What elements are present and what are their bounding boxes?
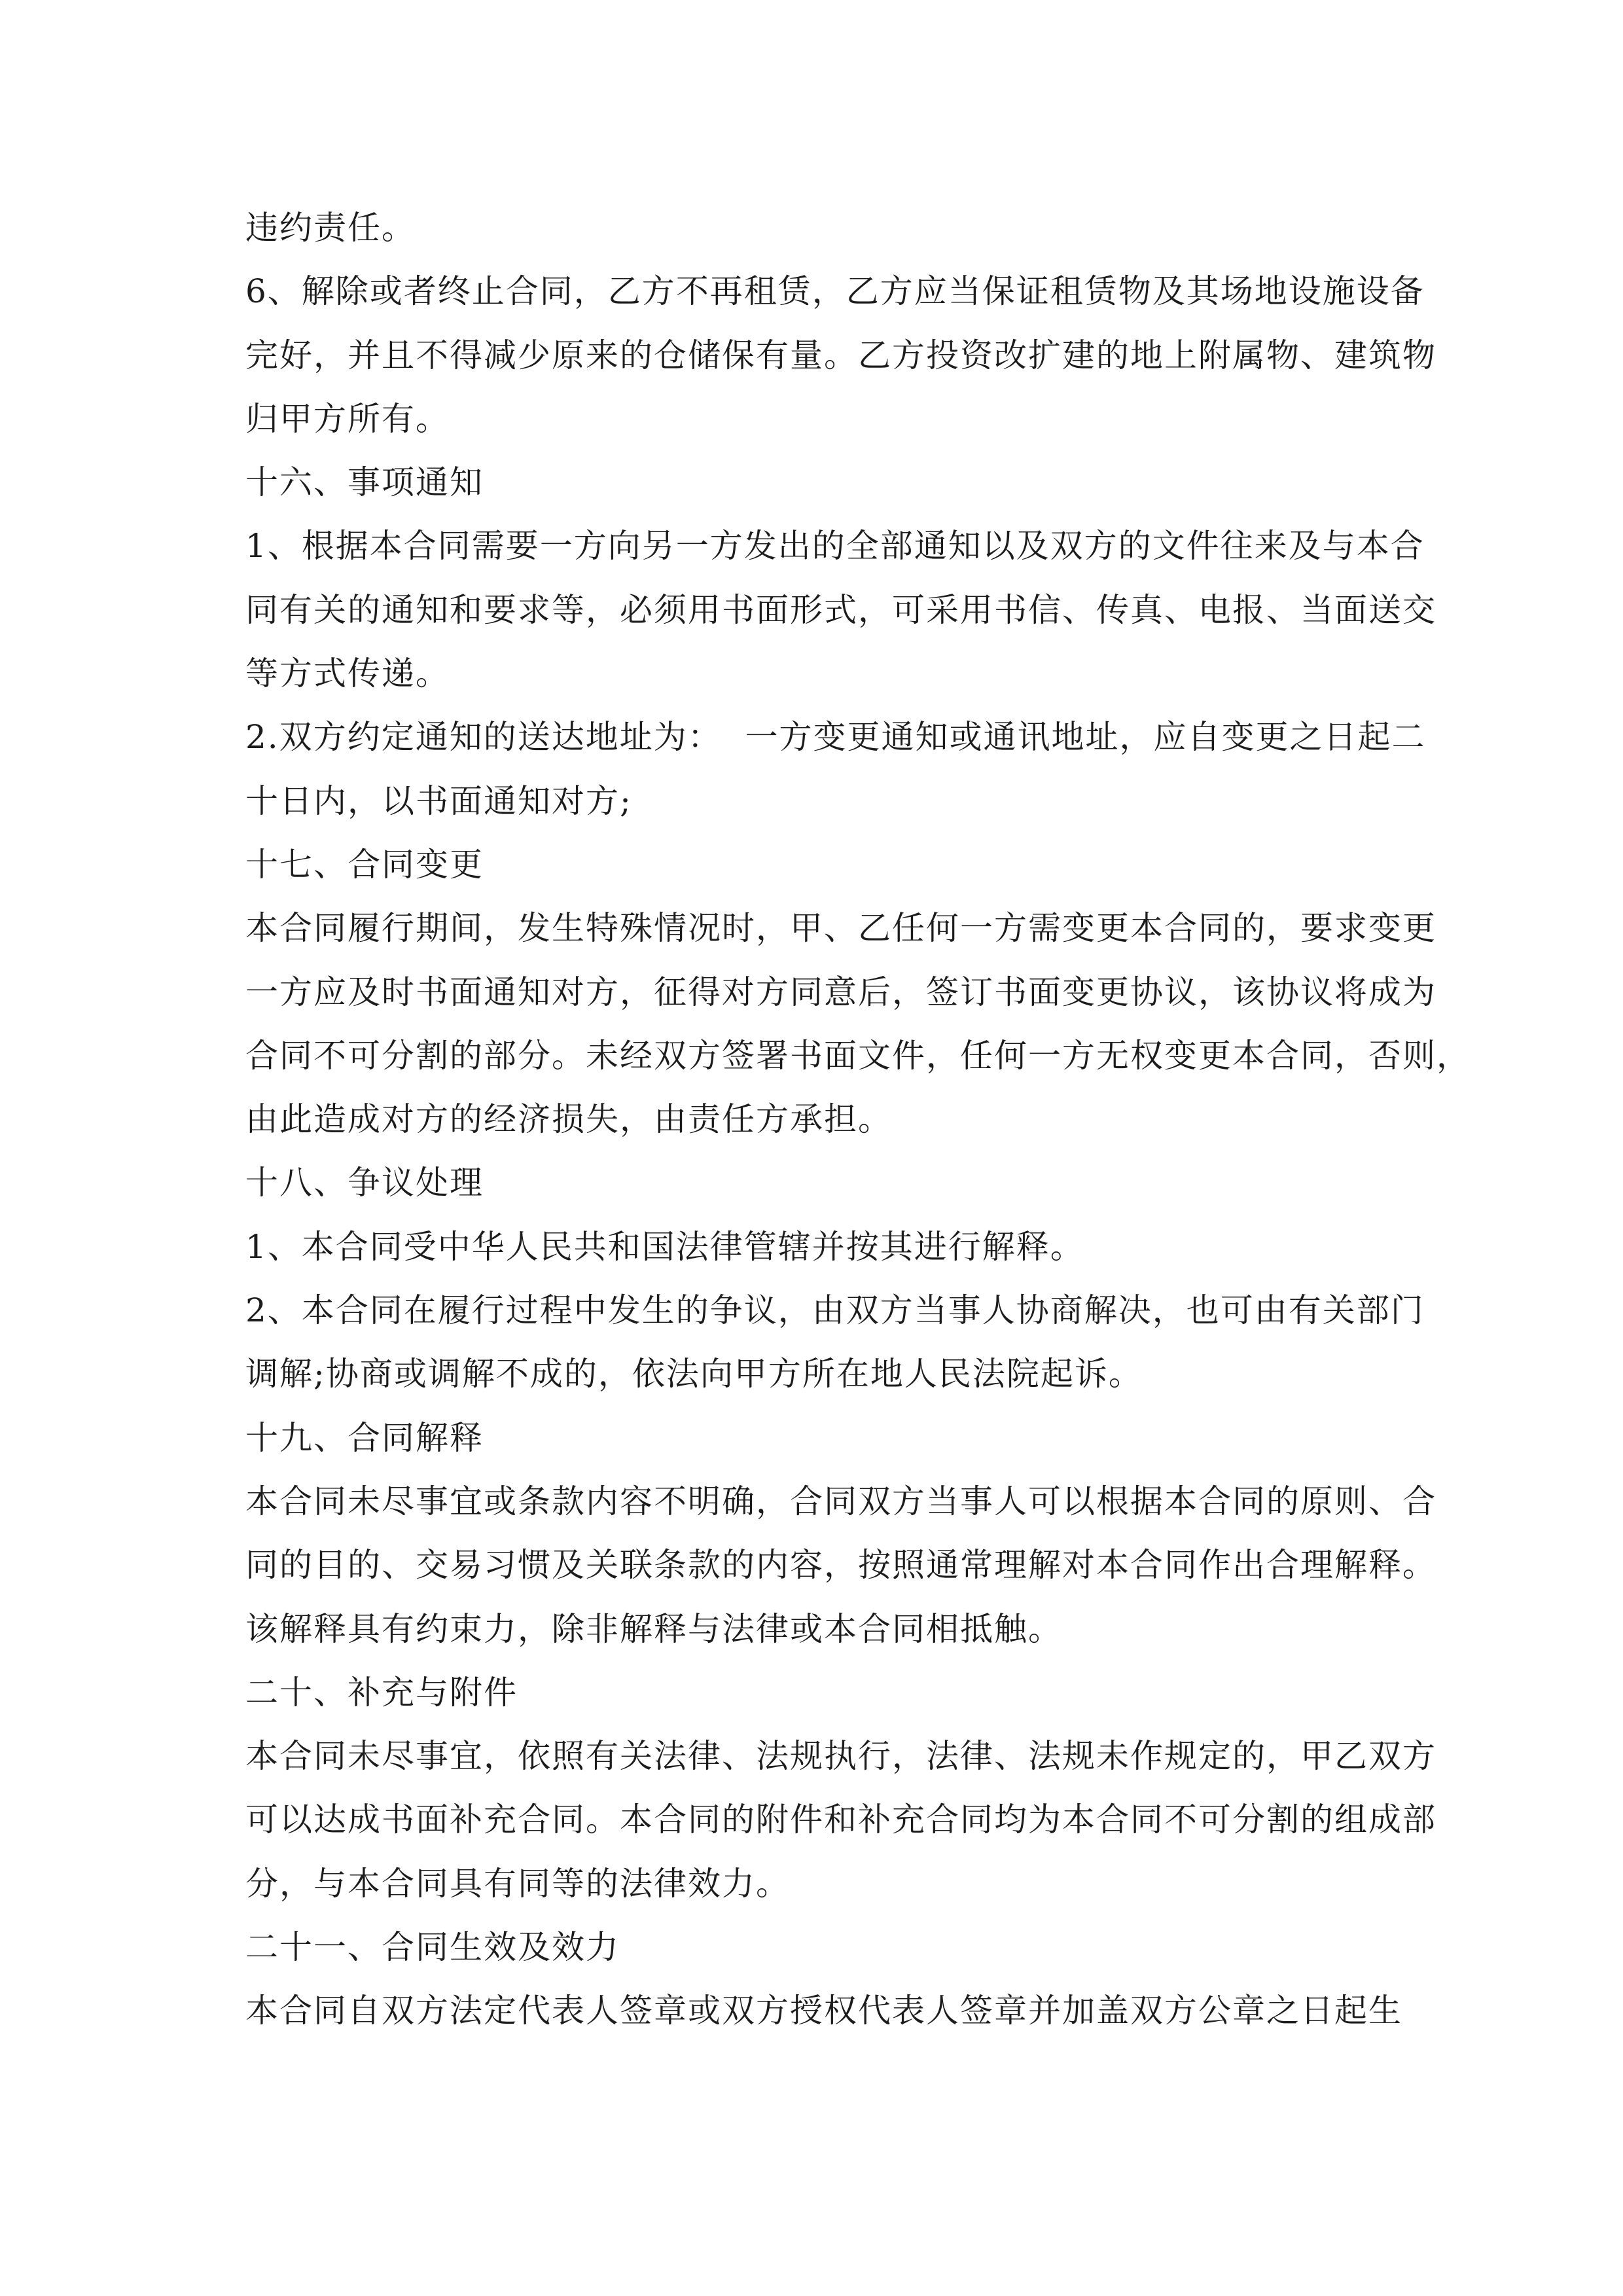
text-line: 调解;协商或调解不成的，依法向甲方所在地人民法院起诉。 [245, 1355, 1143, 1393]
section-heading: 十九、合同解释 [245, 1418, 484, 1457]
text-line: 本合同自双方法定代表人签章或双方授权代表人签章并加盖双方公章之日起生 [245, 1992, 1402, 2030]
text-line: 该解释具有约束力，除非解释与法律或本合同相抵触。 [245, 1609, 1062, 1648]
text-line: 十日内，以书面通知对方; [245, 781, 632, 820]
text-line: 等方式传递。 [245, 655, 450, 693]
text-line: 本合同未尽事宜或条款内容不明确，合同双方当事人可以根据本合同的原则、合 [245, 1482, 1436, 1520]
text-line: 2、本合同在履行过程中发生的争议，由双方当事人协商解决，也可由有关部门 [245, 1291, 1425, 1330]
text-line: 6、解除或者终止合同，乙方不再租赁，乙方应当保证租赁物及其场地设施设备 [245, 272, 1425, 311]
text-line: 合同不可分割的部分。未经双方签署书面文件，任何一方无权变更本合同，否则， [245, 1036, 1471, 1075]
section-heading: 十六、事项通知 [245, 463, 484, 502]
text-line: 归甲方所有。 [245, 399, 450, 438]
text-line: 本合同未尽事宜，依照有关法律、法规执行，法律、法规未作规定的，甲乙双方 [245, 1737, 1436, 1776]
text-line: 本合同履行期间，发生特殊情况时，甲、乙任何一方需变更本合同的，要求变更 [245, 909, 1436, 948]
text-line: 违约责任。 [245, 209, 416, 247]
text-line: 1、本合同受中华人民共和国法律管辖并按其进行解释。 [245, 1227, 1084, 1266]
text-line: 完好，并且不得减少原来的仓储保有量。乙方投资改扩建的地上附属物、建筑物 [245, 336, 1436, 374]
text-line: 同有关的通知和要求等，必须用书面形式，可采用书信、传真、电报、当面送交 [245, 590, 1436, 629]
text-line: 分，与本合同具有同等的法律效力。 [245, 1864, 790, 1903]
text-line: 可以达成书面补充合同。本合同的附件和补充合同均为本合同不可分割的组成部 [245, 1801, 1436, 1839]
section-heading: 十七、合同变更 [245, 845, 484, 884]
text-line: 一方应及时书面通知对方，征得对方同意后，签订书面变更协议，该协议将成为 [245, 973, 1436, 1011]
section-heading: 二十、补充与附件 [245, 1673, 518, 1712]
text-line: 2.双方约定通知的送达地址为： 一方变更通知或通讯地址，应自变更之日起二 [245, 718, 1426, 757]
section-heading: 十八、争议处理 [245, 1164, 484, 1202]
text-line: 1、根据本合同需要一方向另一方发出的全部通知以及双方的文件往来及与本合 [245, 527, 1425, 565]
text-line: 由此造成对方的经济损失，由责任方承担。 [245, 1100, 892, 1139]
contract-text-body [245, 196, 1471, 2043]
text-line: 同的目的、交易习惯及关联条款的内容，按照通常理解对本合同作出合理解释。 [245, 1546, 1436, 1585]
section-heading: 二十一、合同生效及效力 [245, 1928, 620, 1967]
